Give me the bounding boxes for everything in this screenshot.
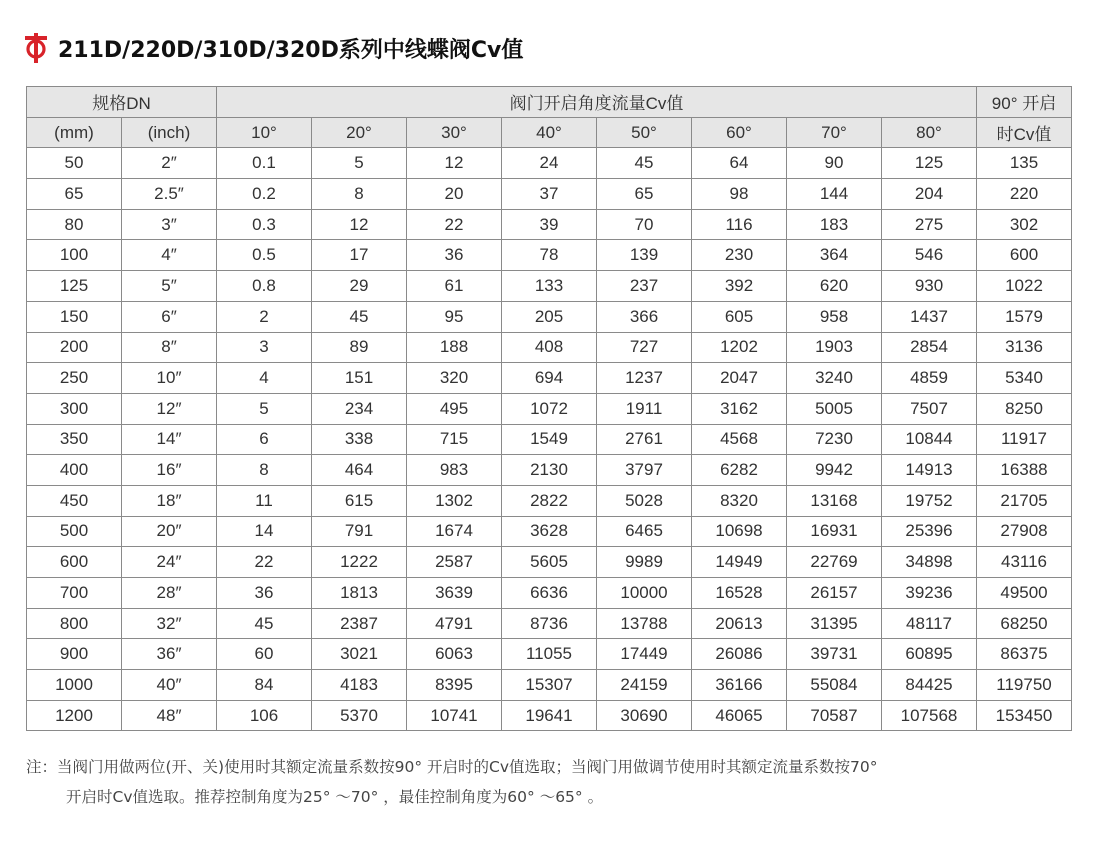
cv-cell: 22 bbox=[407, 209, 502, 240]
cv-cell: 45 bbox=[217, 608, 312, 639]
cv-cell: 22769 bbox=[787, 547, 882, 578]
cv-cell: 1302 bbox=[407, 485, 502, 516]
table-row bbox=[27, 179, 1072, 210]
dn-mm-cell: 500 bbox=[27, 516, 122, 547]
footnote-line-2: 开启时Cv值选取。推荐控制角度为25° ～70° ，最佳控制角度为60° ～65° 。 bbox=[66, 788, 604, 806]
cv-cell: 55084 bbox=[787, 670, 882, 701]
cv-cell: 24 bbox=[502, 148, 597, 179]
cv-cell: 1237 bbox=[597, 363, 692, 394]
page-title: 211D/220D/310D/320D系列中线蝶阀Cv值 bbox=[58, 37, 524, 63]
angle-header: 70° bbox=[787, 117, 882, 148]
cv-cell: 26086 bbox=[692, 639, 787, 670]
cv-cell: 495 bbox=[407, 393, 502, 424]
angle-header: 20° bbox=[312, 117, 407, 148]
table-row bbox=[27, 301, 1072, 332]
cv-cell: 31395 bbox=[787, 608, 882, 639]
cv-cell: 17449 bbox=[597, 639, 692, 670]
cv-cell: 16931 bbox=[787, 516, 882, 547]
cv-cell: 8 bbox=[312, 179, 407, 210]
angle-header: 10° bbox=[217, 117, 312, 148]
cv-cell: 546 bbox=[882, 240, 977, 271]
dn-mm-cell: 250 bbox=[27, 363, 122, 394]
cv-cell: 95 bbox=[407, 301, 502, 332]
cv-cell: 7230 bbox=[787, 424, 882, 455]
cv-cell: 26157 bbox=[787, 578, 882, 609]
cv-cell: 3240 bbox=[787, 363, 882, 394]
cv-cell: 14949 bbox=[692, 547, 787, 578]
cv-cell: 24159 bbox=[597, 670, 692, 701]
cv-cell: 151 bbox=[312, 363, 407, 394]
dn-inch-cell: 8″ bbox=[122, 332, 217, 363]
cv-cell: 9942 bbox=[787, 455, 882, 486]
cv-cell: 620 bbox=[787, 271, 882, 302]
cv-cell: 45 bbox=[597, 148, 692, 179]
cv-cell: 8395 bbox=[407, 670, 502, 701]
dn-mm-cell: 400 bbox=[27, 455, 122, 486]
dn-mm-cell: 80 bbox=[27, 209, 122, 240]
cv-cell: 183 bbox=[787, 209, 882, 240]
cv-cell: 2822 bbox=[502, 485, 597, 516]
full-open-cv-cell: 27908 bbox=[977, 516, 1072, 547]
table-row bbox=[27, 424, 1072, 455]
full-open-cv-cell: 600 bbox=[977, 240, 1072, 271]
cv-cell: 8 bbox=[217, 455, 312, 486]
cv-cell: 6465 bbox=[597, 516, 692, 547]
cv-cell: 364 bbox=[787, 240, 882, 271]
full-open-cv-cell: 1022 bbox=[977, 271, 1072, 302]
cv-cell: 237 bbox=[597, 271, 692, 302]
cv-cell: 89 bbox=[312, 332, 407, 363]
cv-cell: 10844 bbox=[882, 424, 977, 455]
cv-cell: 205 bbox=[502, 301, 597, 332]
cv-cell: 727 bbox=[597, 332, 692, 363]
cv-cell: 6636 bbox=[502, 578, 597, 609]
full-open-cv-cell: 135 bbox=[977, 148, 1072, 179]
cv-cell: 10698 bbox=[692, 516, 787, 547]
cv-cell: 6282 bbox=[692, 455, 787, 486]
cv-cell: 15307 bbox=[502, 670, 597, 701]
cv-cell: 605 bbox=[692, 301, 787, 332]
cv-cell: 4568 bbox=[692, 424, 787, 455]
cv-cell: 61 bbox=[407, 271, 502, 302]
cv-cell: 37 bbox=[502, 179, 597, 210]
cv-cell: 45 bbox=[312, 301, 407, 332]
cv-cell: 9989 bbox=[597, 547, 692, 578]
table-row bbox=[27, 393, 1072, 424]
cv-cell: 10741 bbox=[407, 700, 502, 731]
cv-cell: 234 bbox=[312, 393, 407, 424]
table-row bbox=[27, 670, 1072, 701]
cv-cell: 3162 bbox=[692, 393, 787, 424]
cv-cell: 0.3 bbox=[217, 209, 312, 240]
dn-mm-cell: 1200 bbox=[27, 700, 122, 731]
cv-cell: 3021 bbox=[312, 639, 407, 670]
cv-cell: 25396 bbox=[882, 516, 977, 547]
cv-cell: 20 bbox=[407, 179, 502, 210]
cv-cell: 29 bbox=[312, 271, 407, 302]
cv-cell: 2587 bbox=[407, 547, 502, 578]
cv-cell: 4859 bbox=[882, 363, 977, 394]
cv-cell: 1222 bbox=[312, 547, 407, 578]
cv-cell: 3628 bbox=[502, 516, 597, 547]
title-bar bbox=[24, 30, 523, 66]
cv-cell: 60895 bbox=[882, 639, 977, 670]
dn-mm-cell: 125 bbox=[27, 271, 122, 302]
cv-cell: 0.1 bbox=[217, 148, 312, 179]
table-row bbox=[27, 209, 1072, 240]
dn-inch-cell: 10″ bbox=[122, 363, 217, 394]
cv-cell: 275 bbox=[882, 209, 977, 240]
dn-inch-cell: 2″ bbox=[122, 148, 217, 179]
dn-mm-cell: 600 bbox=[27, 547, 122, 578]
dn-mm-cell: 200 bbox=[27, 332, 122, 363]
table-row bbox=[27, 639, 1072, 670]
cv-cell: 8320 bbox=[692, 485, 787, 516]
cv-cell: 65 bbox=[597, 179, 692, 210]
full-open-cv-cell: 153450 bbox=[977, 700, 1072, 731]
cv-cell: 2 bbox=[217, 301, 312, 332]
cv-cell: 1437 bbox=[882, 301, 977, 332]
full-open-cv-cell: 86375 bbox=[977, 639, 1072, 670]
cv-cell: 320 bbox=[407, 363, 502, 394]
dn-inch-cell: 12″ bbox=[122, 393, 217, 424]
cv-cell: 17 bbox=[312, 240, 407, 271]
table-row bbox=[27, 240, 1072, 271]
full-open-cv-cell: 3136 bbox=[977, 332, 1072, 363]
cv-cell: 98 bbox=[692, 179, 787, 210]
dn-inch-cell: 2.5″ bbox=[122, 179, 217, 210]
cv-cell: 1202 bbox=[692, 332, 787, 363]
cv-cell: 70587 bbox=[787, 700, 882, 731]
cv-cell: 4183 bbox=[312, 670, 407, 701]
table-row bbox=[27, 700, 1072, 731]
full-open-cv-cell: 11917 bbox=[977, 424, 1072, 455]
cv-cell: 106 bbox=[217, 700, 312, 731]
footnote-line-1: 注：当阀门用做两位(开、关)使用时其额定流量系数按90° 开启时的Cv值选取；当阀门用做调节使用时其额定流量系数按70° bbox=[26, 758, 878, 776]
table-row bbox=[27, 363, 1072, 394]
full-open-cv-cell: 49500 bbox=[977, 578, 1072, 609]
cv-cell: 20613 bbox=[692, 608, 787, 639]
dn-inch-cell: 16″ bbox=[122, 455, 217, 486]
cv-cell: 2854 bbox=[882, 332, 977, 363]
table-row bbox=[27, 578, 1072, 609]
angle-header: 30° bbox=[407, 117, 502, 148]
cv-cell: 36 bbox=[217, 578, 312, 609]
cv-cell: 5605 bbox=[502, 547, 597, 578]
dn-mm-cell: 150 bbox=[27, 301, 122, 332]
cv-cell: 1903 bbox=[787, 332, 882, 363]
cv-cell: 2130 bbox=[502, 455, 597, 486]
cv-cell: 1072 bbox=[502, 393, 597, 424]
cv-cell: 34898 bbox=[882, 547, 977, 578]
cv-cell: 19752 bbox=[882, 485, 977, 516]
table-row bbox=[27, 485, 1072, 516]
cv-cell: 3639 bbox=[407, 578, 502, 609]
cv-cell: 144 bbox=[787, 179, 882, 210]
table-row bbox=[27, 332, 1072, 363]
cv-cell: 930 bbox=[882, 271, 977, 302]
cv-cell: 1549 bbox=[502, 424, 597, 455]
cv-cell: 60 bbox=[217, 639, 312, 670]
cv-cell: 84 bbox=[217, 670, 312, 701]
dn-inch-cell: 48″ bbox=[122, 700, 217, 731]
cv-cell: 983 bbox=[407, 455, 502, 486]
cv-table bbox=[26, 86, 1072, 731]
cv-cell: 4 bbox=[217, 363, 312, 394]
dn-mm-cell: 50 bbox=[27, 148, 122, 179]
cv-cell: 46065 bbox=[692, 700, 787, 731]
cv-cell: 39731 bbox=[787, 639, 882, 670]
cv-cell: 958 bbox=[787, 301, 882, 332]
full-open-cv-cell: 119750 bbox=[977, 670, 1072, 701]
cv-cell: 3 bbox=[217, 332, 312, 363]
dn-mm-cell: 350 bbox=[27, 424, 122, 455]
cv-cell: 12 bbox=[312, 209, 407, 240]
cv-cell: 5028 bbox=[597, 485, 692, 516]
cv-cell: 30690 bbox=[597, 700, 692, 731]
spec-header: 规格DN bbox=[27, 87, 217, 118]
cv-cell: 8736 bbox=[502, 608, 597, 639]
cv-cell: 6 bbox=[217, 424, 312, 455]
cv-cell: 78 bbox=[502, 240, 597, 271]
cv-cell: 139 bbox=[597, 240, 692, 271]
cv-cell: 715 bbox=[407, 424, 502, 455]
cv-cell: 64 bbox=[692, 148, 787, 179]
dn-mm-cell: 450 bbox=[27, 485, 122, 516]
full-open-cv-cell: 5340 bbox=[977, 363, 1072, 394]
cv-cell: 16528 bbox=[692, 578, 787, 609]
cv-cell: 188 bbox=[407, 332, 502, 363]
full-open-header-top: 90° 开启 bbox=[977, 87, 1072, 118]
table-row bbox=[27, 547, 1072, 578]
dn-mm-cell: 65 bbox=[27, 179, 122, 210]
cv-cell: 10000 bbox=[597, 578, 692, 609]
dn-inch-cell: 28″ bbox=[122, 578, 217, 609]
cv-cell: 5 bbox=[217, 393, 312, 424]
cv-cell: 133 bbox=[502, 271, 597, 302]
flow-group-header: 阀门开启角度流量Cv值 bbox=[217, 87, 977, 118]
cv-cell: 5370 bbox=[312, 700, 407, 731]
cv-cell: 11 bbox=[217, 485, 312, 516]
cv-cell: 2047 bbox=[692, 363, 787, 394]
full-open-cv-cell: 220 bbox=[977, 179, 1072, 210]
cv-cell: 7507 bbox=[882, 393, 977, 424]
cv-cell: 791 bbox=[312, 516, 407, 547]
cv-cell: 125 bbox=[882, 148, 977, 179]
cv-cell: 0.5 bbox=[217, 240, 312, 271]
cv-cell: 464 bbox=[312, 455, 407, 486]
cv-cell: 48117 bbox=[882, 608, 977, 639]
table-row bbox=[27, 608, 1072, 639]
dn-mm-cell: 800 bbox=[27, 608, 122, 639]
cv-cell: 615 bbox=[312, 485, 407, 516]
cv-cell: 13168 bbox=[787, 485, 882, 516]
cv-cell: 2387 bbox=[312, 608, 407, 639]
cv-cell: 90 bbox=[787, 148, 882, 179]
cv-cell: 39236 bbox=[882, 578, 977, 609]
cv-cell: 11055 bbox=[502, 639, 597, 670]
header-row-1 bbox=[27, 87, 1072, 118]
full-open-cv-cell: 8250 bbox=[977, 393, 1072, 424]
cv-cell: 204 bbox=[882, 179, 977, 210]
table-row bbox=[27, 516, 1072, 547]
header-row-2 bbox=[27, 117, 1072, 148]
dn-inch-cell: 18″ bbox=[122, 485, 217, 516]
angle-header: 80° bbox=[882, 117, 977, 148]
cv-cell: 366 bbox=[597, 301, 692, 332]
cv-cell: 36166 bbox=[692, 670, 787, 701]
full-open-cv-cell: 21705 bbox=[977, 485, 1072, 516]
table-row bbox=[27, 455, 1072, 486]
angle-header: 50° bbox=[597, 117, 692, 148]
dn-inch-cell: 14″ bbox=[122, 424, 217, 455]
dn-inch-cell: 32″ bbox=[122, 608, 217, 639]
cv-cell: 3797 bbox=[597, 455, 692, 486]
dn-inch-cell: 24″ bbox=[122, 547, 217, 578]
full-open-header-bottom: 时Cv值 bbox=[977, 117, 1072, 148]
cv-cell: 14 bbox=[217, 516, 312, 547]
dn-inch-cell: 40″ bbox=[122, 670, 217, 701]
cv-cell: 230 bbox=[692, 240, 787, 271]
cv-cell: 1813 bbox=[312, 578, 407, 609]
cv-cell: 12 bbox=[407, 148, 502, 179]
cv-cell: 0.8 bbox=[217, 271, 312, 302]
cv-cell: 338 bbox=[312, 424, 407, 455]
dn-mm-cell: 1000 bbox=[27, 670, 122, 701]
cv-cell: 5005 bbox=[787, 393, 882, 424]
angle-header: 60° bbox=[692, 117, 787, 148]
cv-cell: 13788 bbox=[597, 608, 692, 639]
full-open-cv-cell: 43116 bbox=[977, 547, 1072, 578]
cv-cell: 1674 bbox=[407, 516, 502, 547]
inch-header: (inch) bbox=[122, 117, 217, 148]
cv-cell: 70 bbox=[597, 209, 692, 240]
cv-cell: 4791 bbox=[407, 608, 502, 639]
dn-inch-cell: 36″ bbox=[122, 639, 217, 670]
cv-cell: 39 bbox=[502, 209, 597, 240]
dn-inch-cell: 5″ bbox=[122, 271, 217, 302]
dn-inch-cell: 4″ bbox=[122, 240, 217, 271]
brand-logo-icon bbox=[24, 33, 48, 63]
cv-cell: 392 bbox=[692, 271, 787, 302]
cv-cell: 116 bbox=[692, 209, 787, 240]
cv-cell: 19641 bbox=[502, 700, 597, 731]
full-open-cv-cell: 1579 bbox=[977, 301, 1072, 332]
cv-cell: 22 bbox=[217, 547, 312, 578]
cv-cell: 36 bbox=[407, 240, 502, 271]
footnote bbox=[26, 752, 1086, 812]
dn-inch-cell: 3″ bbox=[122, 209, 217, 240]
cv-cell: 408 bbox=[502, 332, 597, 363]
dn-mm-cell: 100 bbox=[27, 240, 122, 271]
angle-header: 40° bbox=[502, 117, 597, 148]
table-row bbox=[27, 148, 1072, 179]
cv-cell: 694 bbox=[502, 363, 597, 394]
cv-cell: 1911 bbox=[597, 393, 692, 424]
cv-cell: 2761 bbox=[597, 424, 692, 455]
cv-cell: 14913 bbox=[882, 455, 977, 486]
cv-cell: 107568 bbox=[882, 700, 977, 731]
dn-mm-cell: 900 bbox=[27, 639, 122, 670]
cv-cell: 5 bbox=[312, 148, 407, 179]
cv-cell: 6063 bbox=[407, 639, 502, 670]
full-open-cv-cell: 302 bbox=[977, 209, 1072, 240]
dn-mm-cell: 700 bbox=[27, 578, 122, 609]
table-row bbox=[27, 271, 1072, 302]
full-open-cv-cell: 16388 bbox=[977, 455, 1072, 486]
dn-inch-cell: 20″ bbox=[122, 516, 217, 547]
dn-inch-cell: 6″ bbox=[122, 301, 217, 332]
full-open-cv-cell: 68250 bbox=[977, 608, 1072, 639]
dn-mm-cell: 300 bbox=[27, 393, 122, 424]
cv-cell: 84425 bbox=[882, 670, 977, 701]
cv-cell: 0.2 bbox=[217, 179, 312, 210]
mm-header: (mm) bbox=[27, 117, 122, 148]
